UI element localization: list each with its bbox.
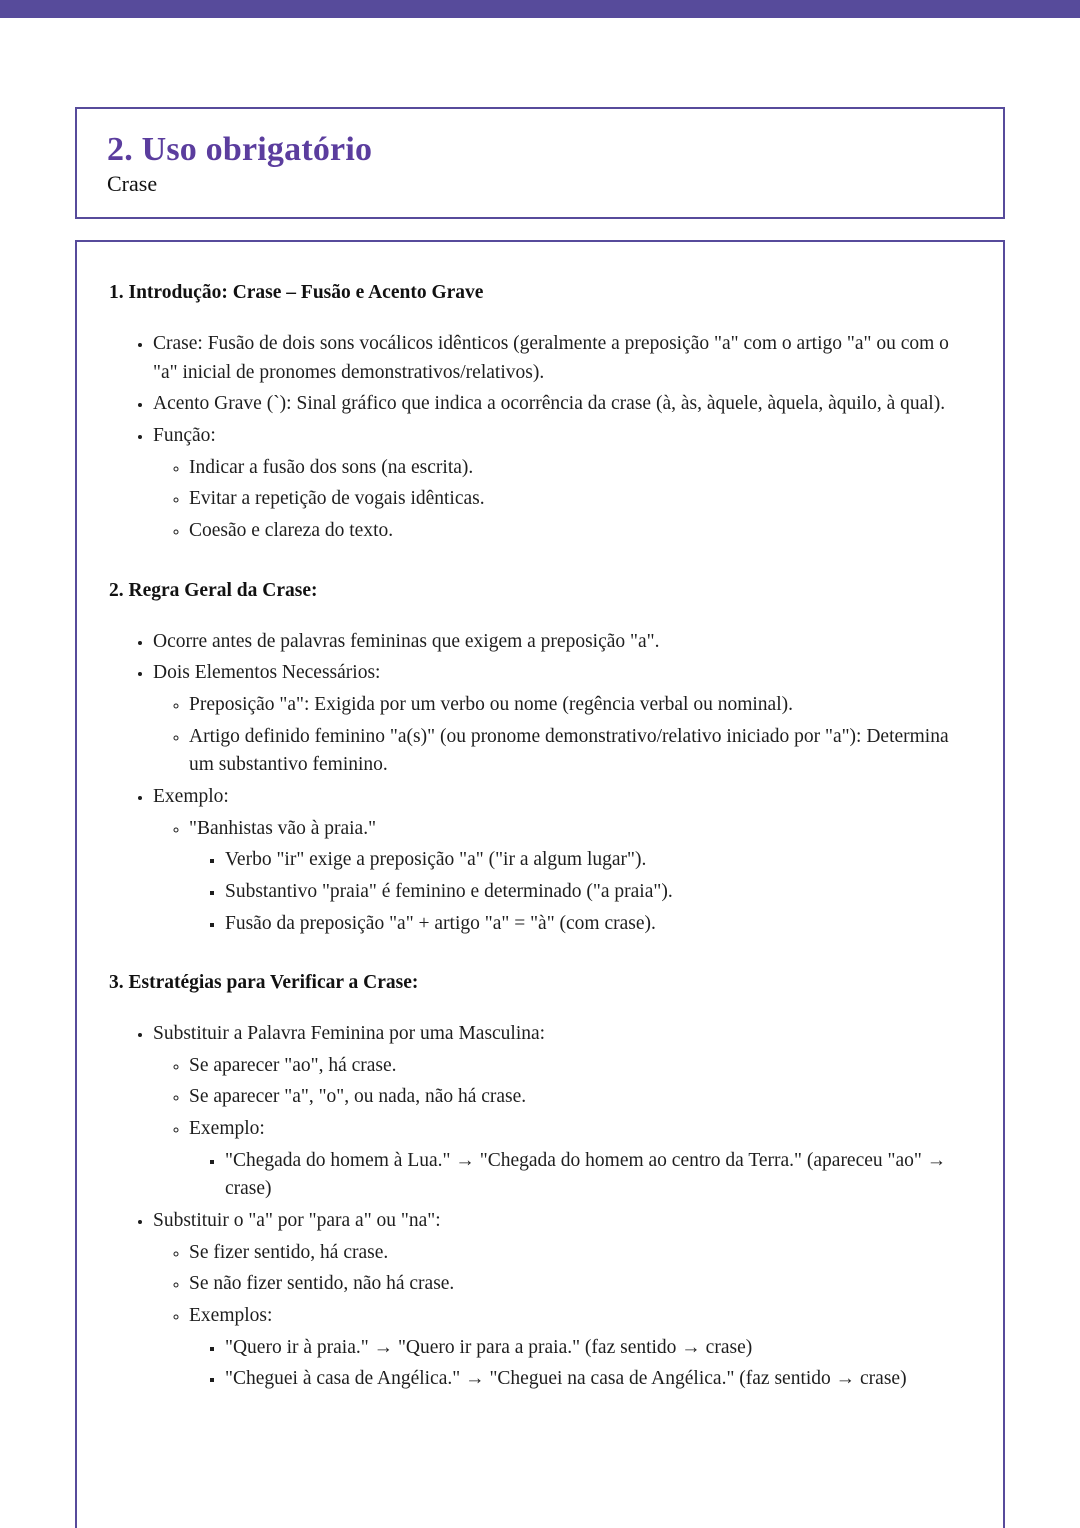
list-item bbox=[189, 1083, 965, 1112]
list-item-text: Fusão da preposição "a" + artigo "a" = "à" (com crase). bbox=[225, 912, 656, 934]
list-item bbox=[153, 330, 965, 387]
list-item-text: Artigo definido feminino "a(s)" (ou pronome demonstrativo/relativo iniciado por "a"): Determina um substantivo feminino. bbox=[189, 725, 949, 776]
list-item bbox=[153, 422, 965, 546]
list-level-1 bbox=[109, 628, 965, 939]
list-level-2 bbox=[153, 1239, 965, 1394]
list-item-text: "Quero ir à praia." → "Quero ir para a praia." (faz sentido → crase) bbox=[225, 1336, 753, 1358]
list-item-text: "Chegada do homem à Lua." → "Chegada do homem ao centro da Terra." (apareceu "ao" → crase) bbox=[225, 1149, 947, 1200]
list-item bbox=[225, 1334, 965, 1363]
page-subtitle: Crase bbox=[107, 171, 158, 197]
list-item bbox=[189, 1239, 965, 1268]
list-level-3 bbox=[189, 846, 965, 938]
list-item-text: Função: bbox=[153, 424, 216, 446]
list-item bbox=[153, 390, 965, 419]
list-item-text: Exemplo: bbox=[153, 785, 229, 807]
list-item-text: Substantivo "praia" é feminino e determinado ("a praia"). bbox=[225, 880, 673, 902]
list-item-text: Substituir a Palavra Feminina por uma Masculina: bbox=[153, 1023, 546, 1045]
list-item bbox=[189, 485, 965, 514]
list-level-2 bbox=[153, 691, 965, 780]
list-item bbox=[189, 1052, 965, 1081]
list-item bbox=[225, 1147, 965, 1204]
list-item bbox=[189, 1302, 965, 1394]
list-item-text: Acento Grave (`): Sinal gráfico que indica a ocorrência da crase (à, às, àquele, àquela, àquilo, à qual). bbox=[153, 393, 946, 415]
list-item bbox=[189, 691, 965, 720]
list-item-text: Coesão e clareza do texto. bbox=[189, 519, 394, 541]
list-item-text: Crase: Fusão de dois sons vocálicos idênticos (geralmente a preposição "a" com o artigo "a" ou com o "a" inicial de pronomes demonstrativos/relativos). bbox=[153, 333, 949, 383]
list-level-3 bbox=[189, 1334, 965, 1394]
section bbox=[109, 972, 965, 1394]
list-item bbox=[153, 628, 965, 657]
list-item-text: Verbo "ir" exige a preposição "a" ("ir a algum lugar"). bbox=[225, 849, 647, 871]
list-item bbox=[189, 1115, 965, 1204]
list-item-text: Se aparecer "ao", há crase. bbox=[189, 1054, 397, 1076]
list-item bbox=[189, 517, 965, 546]
list-item bbox=[153, 1207, 965, 1394]
list-level-1 bbox=[109, 330, 965, 546]
list-item-text: Ocorre antes de palavras femininas que exigem a preposição "a". bbox=[153, 630, 660, 652]
list-item bbox=[225, 1365, 965, 1394]
list-item bbox=[153, 783, 965, 938]
list-item-text: Preposição "a": Exigida por um verbo ou nome (regência verbal ou nominal). bbox=[189, 693, 793, 715]
list-item-text: Se não fizer sentido, não há crase. bbox=[189, 1273, 455, 1295]
list-item-text: Exemplo: bbox=[189, 1118, 265, 1140]
list-item-text: "Banhistas vão à praia." bbox=[189, 817, 377, 839]
list-item bbox=[189, 723, 965, 780]
section-heading: 2. Regra Geral da Crase: bbox=[109, 579, 318, 601]
list-level-2 bbox=[153, 815, 965, 939]
list-item-text: "Cheguei à casa de Angélica." → "Cheguei na casa de Angélica." (faz sentido → crase) bbox=[225, 1368, 907, 1390]
section-heading: 1. Introdução: Crase – Fusão e Acento Grave bbox=[109, 282, 484, 303]
content-box bbox=[75, 240, 1005, 1528]
list-item bbox=[225, 910, 965, 939]
list-item-text: Se aparecer "a", "o", ou nada, não há crase. bbox=[189, 1086, 527, 1108]
list-item bbox=[189, 815, 965, 939]
list-item-text: Dois Elementos Necessários: bbox=[153, 662, 381, 684]
section bbox=[109, 580, 965, 939]
list-item bbox=[225, 878, 965, 907]
list-level-2 bbox=[153, 454, 965, 546]
list-item bbox=[153, 659, 965, 780]
list-level-1 bbox=[109, 1020, 965, 1394]
page-title: 2. Uso obrigatório bbox=[107, 131, 373, 168]
list-item-text: Evitar a repetição de vogais idênticas. bbox=[189, 488, 485, 510]
list-item-text: Substituir o "a" por "para a" ou "na": bbox=[153, 1210, 441, 1232]
list-item-text: Se fizer sentido, há crase. bbox=[189, 1241, 389, 1263]
list-level-3 bbox=[189, 1147, 965, 1204]
sections-container bbox=[109, 282, 965, 1394]
top-accent-bar bbox=[0, 0, 1080, 18]
list-item bbox=[189, 1270, 965, 1299]
list-item bbox=[153, 1020, 965, 1204]
list-item bbox=[225, 846, 965, 875]
list-item bbox=[189, 454, 965, 483]
section bbox=[109, 282, 965, 546]
list-level-2 bbox=[153, 1052, 965, 1204]
section-heading: 3. Estratégias para Verificar a Crase: bbox=[109, 972, 419, 994]
title-box bbox=[75, 107, 1005, 219]
list-item-text: Exemplos: bbox=[189, 1305, 273, 1327]
list-item-text: Indicar a fusão dos sons (na escrita). bbox=[189, 456, 474, 478]
